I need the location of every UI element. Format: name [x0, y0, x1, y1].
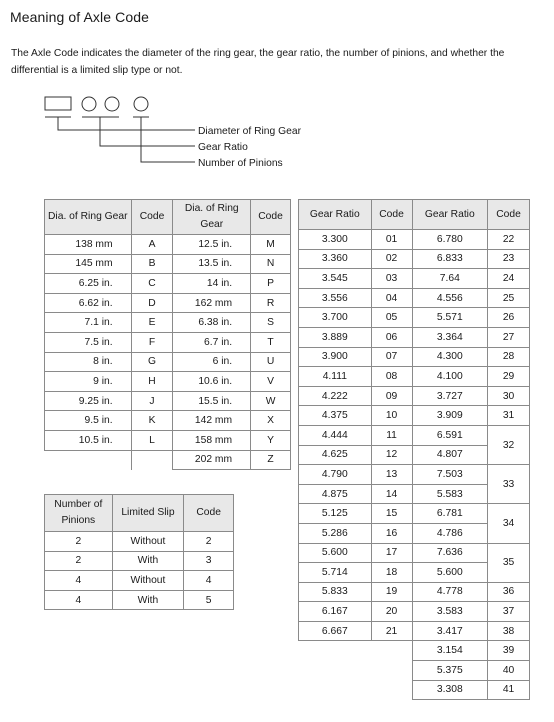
table-row: [45, 274, 291, 294]
table-cell: 3.300: [299, 230, 372, 250]
pinion-table: [44, 494, 234, 610]
table-header: Code: [184, 495, 234, 532]
table-cell: With: [112, 590, 184, 610]
table-cell: 21: [371, 621, 412, 641]
table-cell: D: [131, 293, 173, 313]
table-header: Number of Pinions: [45, 495, 113, 532]
table-cell: 3.154: [412, 641, 488, 661]
table-row: [45, 313, 291, 333]
table-cell: 3.556: [299, 288, 372, 308]
table-row: [45, 332, 291, 352]
table-cell: 10: [371, 406, 412, 426]
table-cell: 6.781: [412, 504, 488, 524]
table-cell: 4: [184, 571, 234, 591]
table-cell: 34: [488, 504, 530, 543]
table-cell: 6.7 in.: [173, 332, 251, 352]
table-cell: 14 in.: [173, 274, 251, 294]
table-cell: 5.714: [299, 563, 372, 583]
table-cell: 3: [184, 551, 234, 571]
table-cell: 9.25 in.: [45, 391, 132, 411]
table-cell: M: [251, 235, 291, 255]
table-cell: E: [131, 313, 173, 333]
table-row: [45, 532, 234, 552]
table-header: Limited Slip: [112, 495, 184, 532]
table-cell: 7.636: [412, 543, 488, 563]
table-cell: 3.583: [412, 602, 488, 622]
table-cell: 3.308: [412, 680, 488, 700]
table-cell: 5.125: [299, 504, 372, 524]
table-cell: 4.111: [299, 367, 372, 387]
table-cell: 22: [488, 230, 530, 250]
table-header: Code: [131, 200, 173, 235]
table-row: [299, 288, 530, 308]
gear-ratio-circle-icon: [82, 97, 96, 111]
table-row: [299, 406, 530, 426]
table-cell: 6.38 in.: [173, 313, 251, 333]
table-cell: 20: [371, 602, 412, 622]
table-cell: T: [251, 332, 291, 352]
table-cell: 07: [371, 347, 412, 367]
table-row: [299, 661, 530, 681]
table-header: Dia. of Ring Gear: [45, 200, 132, 235]
table-cell: 7.503: [412, 465, 488, 485]
page-title: Meaning of Axle Code: [10, 9, 149, 25]
ring-gear-table: [44, 199, 291, 470]
table-cell: 162 mm: [173, 293, 251, 313]
table-cell: 7.1 in.: [45, 313, 132, 333]
table-cell: C: [131, 274, 173, 294]
table-row: [299, 641, 530, 661]
table-cell: 15: [371, 504, 412, 524]
table-cell: 31: [488, 406, 530, 426]
table-cell: [45, 450, 132, 470]
table-row: [299, 680, 530, 700]
table-cell: 15.5 in.: [173, 391, 251, 411]
table-cell: 5.375: [412, 661, 488, 681]
table-row: [45, 293, 291, 313]
table-cell: F: [131, 332, 173, 352]
table-cell: 13.5 in.: [173, 254, 251, 274]
table-cell: 27: [488, 327, 530, 347]
table-cell: 26: [488, 308, 530, 328]
table-header: Code: [488, 200, 530, 230]
table-row: [299, 425, 530, 445]
table-cell: K: [131, 411, 173, 431]
table-cell: 14: [371, 484, 412, 504]
table-cell: 09: [371, 386, 412, 406]
table-header: Code: [371, 200, 412, 230]
table-row: [45, 372, 291, 392]
table-cell: 41: [488, 680, 530, 700]
table-row: [299, 621, 530, 641]
table-row: [45, 590, 234, 610]
table-row: [299, 230, 530, 250]
table-cell: H: [131, 372, 173, 392]
table-cell: 05: [371, 308, 412, 328]
gear-ratio-circle-icon: [105, 97, 119, 111]
table-cell: 30: [488, 386, 530, 406]
table-cell: 7.5 in.: [45, 332, 132, 352]
table-cell: 4.556: [412, 288, 488, 308]
table-cell: 4: [45, 590, 113, 610]
table-cell: 38: [488, 621, 530, 641]
table-cell: R: [251, 293, 291, 313]
table-cell: 2: [184, 532, 234, 552]
table-cell: 40: [488, 661, 530, 681]
table-cell: Without: [112, 571, 184, 591]
empty-cell: [299, 680, 372, 700]
gear-ratio-table: [298, 199, 530, 700]
table-row: [299, 367, 530, 387]
table-row: [299, 504, 530, 524]
table-cell: 4.375: [299, 406, 372, 426]
table-cell: 4.300: [412, 347, 488, 367]
table-row: [299, 249, 530, 269]
table-cell: 4.100: [412, 367, 488, 387]
table-cell: 6.62 in.: [45, 293, 132, 313]
table-cell: 3.889: [299, 327, 372, 347]
table-cell: 29: [488, 367, 530, 387]
table-cell: 6 in.: [173, 352, 251, 372]
table-cell: P: [251, 274, 291, 294]
table-row: [299, 602, 530, 622]
table-cell: 4.222: [299, 386, 372, 406]
table-row: [299, 465, 530, 485]
ring-gear-box-icon: [45, 97, 71, 110]
table-cell: 4.786: [412, 523, 488, 543]
empty-cell: [371, 661, 412, 681]
table-cell: 3.417: [412, 621, 488, 641]
table-cell: 4.807: [412, 445, 488, 465]
table-cell: 39: [488, 641, 530, 661]
table-cell: 6.591: [412, 425, 488, 445]
table-cell: J: [131, 391, 173, 411]
table-cell: Without: [112, 532, 184, 552]
empty-cell: [371, 680, 412, 700]
table-cell: 3.360: [299, 249, 372, 269]
table-cell: 9 in.: [45, 372, 132, 392]
diagram-label-ring-gear: Diameter of Ring Gear: [198, 126, 302, 137]
table-row: [45, 551, 234, 571]
table-row: [45, 450, 291, 470]
table-cell: 03: [371, 269, 412, 289]
table-header: Gear Ratio: [299, 200, 372, 230]
table-cell: 4.790: [299, 465, 372, 485]
intro-text: The Axle Code indicates the diameter of the ring gear, the gear ratio, the number of pinions, and whether the differential is a limited slip type or not.: [11, 48, 505, 76]
table-row: [45, 411, 291, 431]
table-cell: 19: [371, 582, 412, 602]
table-cell: U: [251, 352, 291, 372]
empty-cell: [371, 641, 412, 661]
table-row: [299, 386, 530, 406]
table-cell: 17: [371, 543, 412, 563]
table-cell: Z: [251, 450, 291, 470]
table-cell: 7.64: [412, 269, 488, 289]
table-cell: 28: [488, 347, 530, 367]
table-cell: G: [131, 352, 173, 372]
pinion-circle-icon: [134, 97, 148, 111]
table-cell: [131, 450, 173, 470]
table-cell: V: [251, 372, 291, 392]
table-cell: 04: [371, 288, 412, 308]
table-header: Code: [251, 200, 291, 235]
table-cell: 24: [488, 269, 530, 289]
table-header: Dia. of Ring Gear: [173, 200, 251, 235]
table-cell: 3.364: [412, 327, 488, 347]
table-cell: 08: [371, 367, 412, 387]
table-cell: L: [131, 430, 173, 450]
table-cell: 13: [371, 465, 412, 485]
table-cell: 5.600: [299, 543, 372, 563]
diagram-label-pinions: Number of Pinions: [198, 158, 283, 169]
axle-code-diagram: [0, 0, 554, 180]
table-cell: 145 mm: [45, 254, 132, 274]
table-cell: 33: [488, 465, 530, 504]
table-cell: 5.571: [412, 308, 488, 328]
table-cell: 5: [184, 590, 234, 610]
table-cell: 158 mm: [173, 430, 251, 450]
table-cell: 4.625: [299, 445, 372, 465]
table-header: Gear Ratio: [412, 200, 488, 230]
table-cell: 02: [371, 249, 412, 269]
table-cell: N: [251, 254, 291, 274]
table-row: [45, 254, 291, 274]
diagram-label-gear-ratio: Gear Ratio: [198, 142, 248, 153]
table-row: [299, 347, 530, 367]
table-cell: 3.900: [299, 347, 372, 367]
table-row: [45, 235, 291, 255]
table-row: [299, 269, 530, 289]
table-cell: 23: [488, 249, 530, 269]
table-cell: 4.444: [299, 425, 372, 445]
table-cell: 4.778: [412, 582, 488, 602]
table-row: [299, 327, 530, 347]
table-cell: S: [251, 313, 291, 333]
table-cell: 2: [45, 551, 113, 571]
table-cell: 4: [45, 571, 113, 591]
table-cell: 202 mm: [173, 450, 251, 470]
table-row: [299, 308, 530, 328]
empty-cell: [299, 641, 372, 661]
table-cell: 5.600: [412, 563, 488, 583]
table-cell: 6.667: [299, 621, 372, 641]
table-cell: 35: [488, 543, 530, 582]
table-cell: 138 mm: [45, 235, 132, 255]
table-cell: 5.833: [299, 582, 372, 602]
table-cell: 37: [488, 602, 530, 622]
table-cell: With: [112, 551, 184, 571]
table-cell: 2: [45, 532, 113, 552]
table-cell: 5.583: [412, 484, 488, 504]
table-cell: 142 mm: [173, 411, 251, 431]
table-cell: 01: [371, 230, 412, 250]
table-cell: 10.6 in.: [173, 372, 251, 392]
table-cell: X: [251, 411, 291, 431]
table-cell: 12.5 in.: [173, 235, 251, 255]
table-row: [45, 391, 291, 411]
empty-cell: [299, 661, 372, 681]
table-cell: 3.909: [412, 406, 488, 426]
table-row: [299, 582, 530, 602]
table-row: [45, 571, 234, 591]
table-cell: 4.875: [299, 484, 372, 504]
table-cell: 11: [371, 425, 412, 445]
table-cell: 32: [488, 425, 530, 464]
table-cell: 3.700: [299, 308, 372, 328]
table-cell: 6.25 in.: [45, 274, 132, 294]
table-cell: 6.780: [412, 230, 488, 250]
table-cell: B: [131, 254, 173, 274]
table-cell: 10.5 in.: [45, 430, 132, 450]
table-cell: 16: [371, 523, 412, 543]
table-cell: A: [131, 235, 173, 255]
table-row: [45, 352, 291, 372]
table-cell: 3.727: [412, 386, 488, 406]
table-cell: 18: [371, 563, 412, 583]
table-row: [45, 430, 291, 450]
table-cell: 6.833: [412, 249, 488, 269]
table-cell: 36: [488, 582, 530, 602]
table-cell: 3.545: [299, 269, 372, 289]
table-row: [299, 543, 530, 563]
table-cell: 25: [488, 288, 530, 308]
table-cell: 6.167: [299, 602, 372, 622]
table-cell: 06: [371, 327, 412, 347]
table-cell: 8 in.: [45, 352, 132, 372]
table-cell: 12: [371, 445, 412, 465]
table-cell: 9.5 in.: [45, 411, 132, 431]
table-cell: 5.286: [299, 523, 372, 543]
table-cell: Y: [251, 430, 291, 450]
table-cell: W: [251, 391, 291, 411]
